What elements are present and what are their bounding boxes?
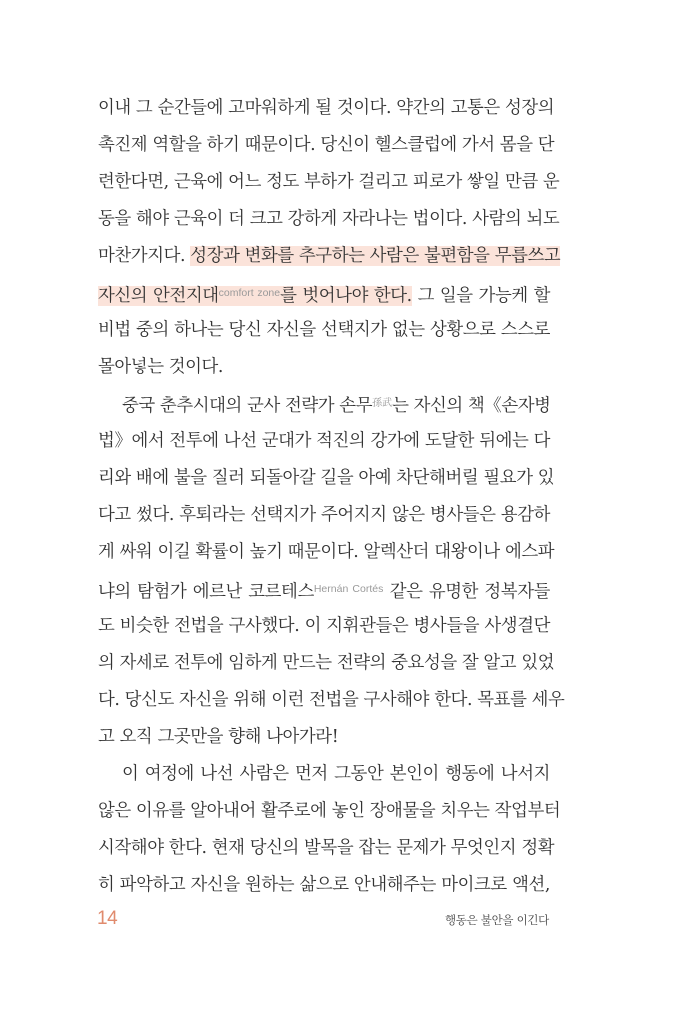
body-line: 련한다면, 근육에 어느 정도 부하가 걸리고 피로가 쌓일 만큼 운 bbox=[98, 172, 560, 192]
body-line: 비법 중의 하나는 당신 자신을 선택지가 없는 상황으로 스스로 bbox=[98, 320, 550, 340]
body-line: 않은 이유를 알아내어 활주로에 놓인 장애물을 치우는 작업부터 bbox=[98, 801, 561, 821]
running-title: 행동은 불안을 이긴다 bbox=[445, 913, 549, 927]
body-line bbox=[98, 244, 561, 268]
annotation-comfort-zone: comfort zone bbox=[218, 287, 281, 299]
body-line: 도 비슷한 전법을 구사했다. 이 지휘관들은 병사들을 사생결단 bbox=[98, 616, 550, 636]
body-line: 법》에서 전투에 나선 군대가 적진의 강가에 도달한 뒤에는 다 bbox=[98, 431, 550, 451]
body-text: 그 일을 가능케 할 bbox=[411, 286, 551, 306]
body-line bbox=[122, 392, 550, 418]
body-text: 냐의 탐험가 에르난 코르테스 bbox=[98, 582, 314, 602]
body-line: 동을 해야 근육이 더 크고 강하게 자라나는 법이다. 사람의 뇌도 bbox=[98, 209, 560, 229]
body-line: 고 오직 그곳만을 향해 나아가라! bbox=[98, 727, 339, 747]
body-line: 다고 썼다. 후퇴라는 선택지가 주어지지 않은 병사들은 용감하 bbox=[98, 505, 550, 525]
body-line: 리와 배에 불을 질러 되돌아갈 길을 아예 차단해버릴 필요가 있 bbox=[98, 468, 555, 488]
body-line: 몰아넣는 것이다. bbox=[98, 357, 224, 377]
page-number: 14 bbox=[97, 908, 118, 929]
highlighted-text-part: 를 벗어나야 한다. bbox=[280, 286, 412, 306]
highlighted-text: 성장과 변화를 추구하는 사람은 불편함을 무릅쓰고 bbox=[190, 246, 561, 266]
highlighted-text bbox=[98, 286, 412, 306]
body-text: 같은 유명한 정복자들 bbox=[383, 582, 551, 602]
body-line: 이내 그 순간들에 고마워하게 될 것이다. 약간의 고통은 성장의 bbox=[98, 98, 555, 118]
body-line: 의 자세로 전투에 임하게 만드는 전략의 중요성을 잘 알고 있었 bbox=[98, 653, 555, 673]
annotation-hernan-cortes: Hernán Cortés bbox=[313, 583, 384, 595]
body-line: 히 파악하고 자신을 원하는 삶으로 안내해주는 마이크로 액션, bbox=[98, 875, 550, 895]
body-text: 는 자신의 책《손자병 bbox=[392, 396, 551, 416]
body-text: 중국 춘추시대의 군사 전략가 손무 bbox=[122, 396, 373, 416]
body-line: 촉진제 역할을 하기 때문이다. 당신이 헬스클럽에 가서 몸을 단 bbox=[98, 135, 555, 155]
body-line bbox=[98, 281, 550, 308]
annotation-sun-wu: 孫武 bbox=[372, 398, 393, 409]
body-line: 게 싸워 이길 확률이 높기 때문이다. 알렉산더 대왕이나 에스파 bbox=[98, 542, 555, 562]
highlighted-text-part: 자신의 안전지대 bbox=[98, 286, 219, 306]
body-line: 시작해야 한다. 현재 당신의 발목을 잡는 문제가 무엇인지 정확 bbox=[98, 838, 555, 858]
body-text: 마찬가지다. bbox=[98, 246, 191, 266]
body-line bbox=[98, 577, 550, 604]
body-line: 이 여정에 나선 사람은 먼저 그동안 본인이 행동에 나서지 bbox=[122, 764, 550, 784]
body-line: 다. 당신도 자신을 위해 이런 전법을 구사해야 한다. 목표를 세우 bbox=[98, 690, 565, 710]
